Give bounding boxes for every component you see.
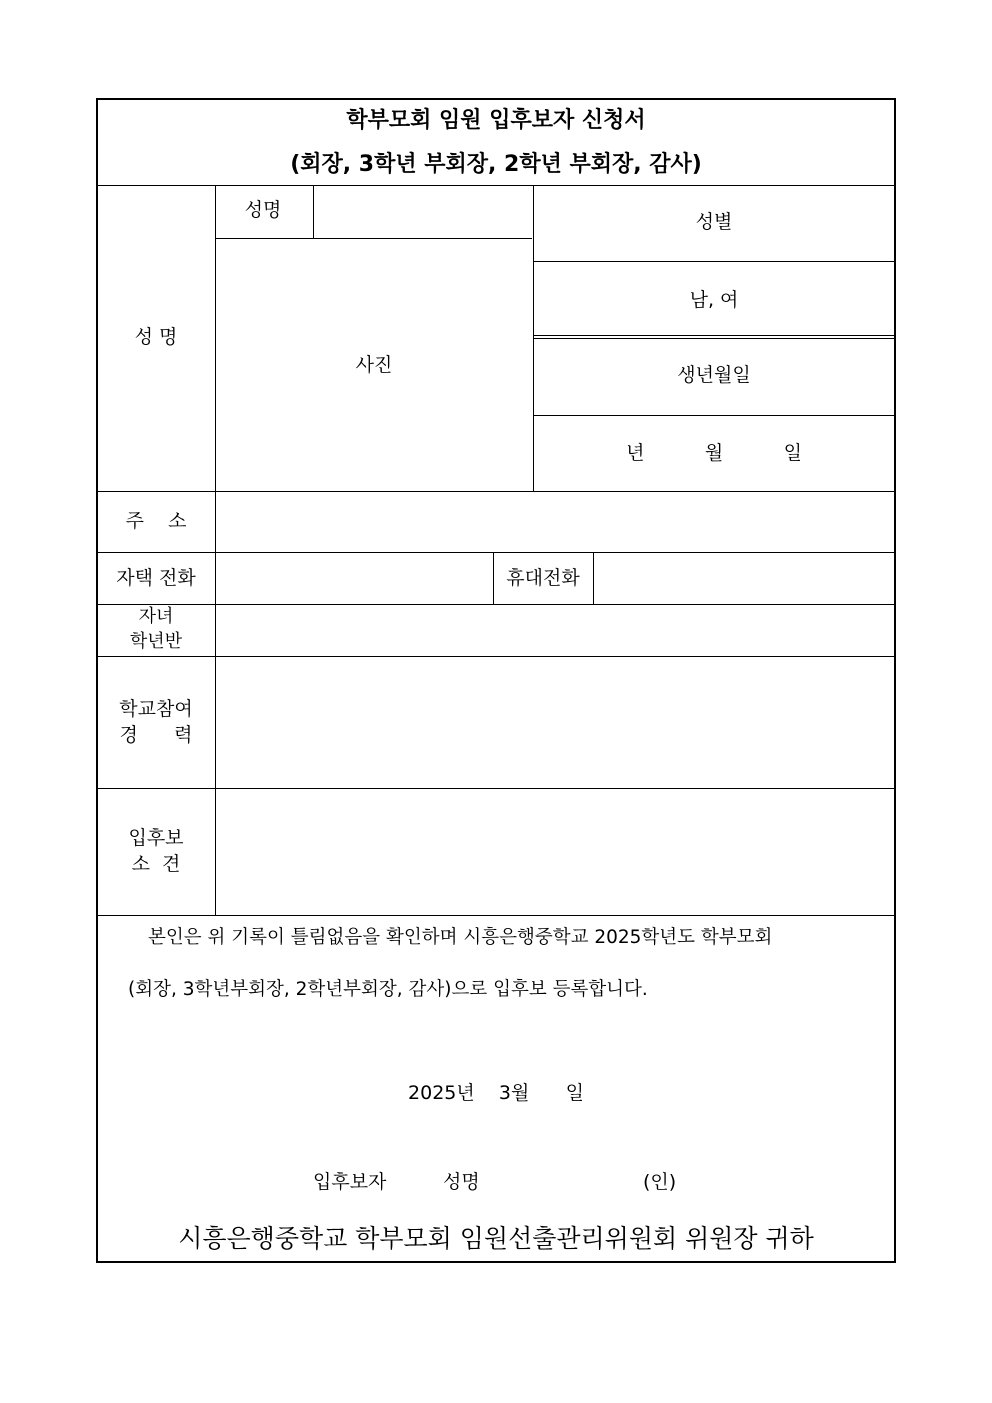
name-section-label: 성 명 — [134, 326, 178, 348]
name-field[interactable] — [316, 188, 530, 236]
divider-phone — [98, 552, 894, 553]
address-label: 주 소 — [125, 510, 187, 532]
school-career-label-line2: 경 력 — [119, 724, 193, 746]
signer-role: 입후보자 — [313, 1171, 387, 1193]
divider-address — [98, 491, 894, 492]
form-subtitle: (회장, 3학년 부회장, 2학년 부회장, 감사) — [290, 152, 702, 177]
divider-mobile-label-right — [593, 552, 594, 604]
divider-gender-options-a — [533, 335, 894, 336]
form-title: 학부모회 임원 입후보자 신청서 — [346, 108, 646, 133]
divider-birthdate — [533, 415, 894, 416]
divider-name-photo — [215, 238, 532, 239]
divider-statement — [98, 788, 894, 789]
child-grade-label-line1: 자녀 — [138, 606, 174, 627]
divider-label-column — [215, 185, 216, 915]
divider-gender-options-b — [533, 338, 894, 339]
declaration-date: 2025년 3월 일 — [408, 1082, 584, 1104]
declaration-line1: 본인은 위 기록이 틀림없음을 확인하며 시흥은행중학교 2025학년도 학부모회 — [148, 927, 773, 948]
divider-name-value — [313, 185, 314, 238]
divider-declaration — [98, 915, 894, 916]
signer-name-label: 성명 — [443, 1171, 480, 1193]
divider-child — [98, 604, 894, 605]
address-field[interactable] — [218, 494, 890, 549]
statement-field[interactable] — [218, 791, 890, 912]
school-career-field[interactable] — [218, 659, 890, 785]
home-phone-label: 자택 전화 — [116, 567, 196, 589]
photo-placeholder[interactable]: 사진 — [355, 354, 393, 376]
school-career-label-line1: 학교참여 — [119, 698, 193, 720]
addressee: 시흥은행중학교 학부모회 임원선출관리위원회 위원장 귀하 — [178, 1224, 814, 1253]
statement-label-line1: 입후보 — [128, 827, 184, 849]
birthdate-format[interactable]: 년 월 일 — [626, 442, 802, 464]
mobile-phone-label: 휴대전화 — [506, 567, 580, 589]
mobile-phone-field[interactable] — [596, 555, 890, 601]
child-grade-label-line2: 학년반 — [129, 631, 183, 652]
gender-label: 성별 — [695, 211, 733, 233]
divider-title — [98, 185, 894, 186]
divider-career — [98, 656, 894, 657]
statement-label-line2: 소 견 — [131, 853, 181, 875]
signer-seal[interactable]: (인) — [643, 1171, 677, 1193]
birthdate-label: 생년월일 — [677, 364, 751, 386]
child-grade-field[interactable] — [218, 607, 890, 653]
home-phone-field[interactable] — [218, 555, 490, 601]
application-form — [96, 98, 896, 1263]
name-label: 성명 — [244, 199, 282, 221]
divider-mobile-label-left — [493, 552, 494, 604]
divider-gender — [533, 261, 894, 262]
declaration-line2: (회장, 3학년부회장, 2학년부회장, 감사)으로 입후보 등록합니다. — [128, 979, 648, 1000]
divider-photo-right — [533, 185, 534, 491]
gender-options[interactable]: 남, 여 — [689, 289, 739, 311]
